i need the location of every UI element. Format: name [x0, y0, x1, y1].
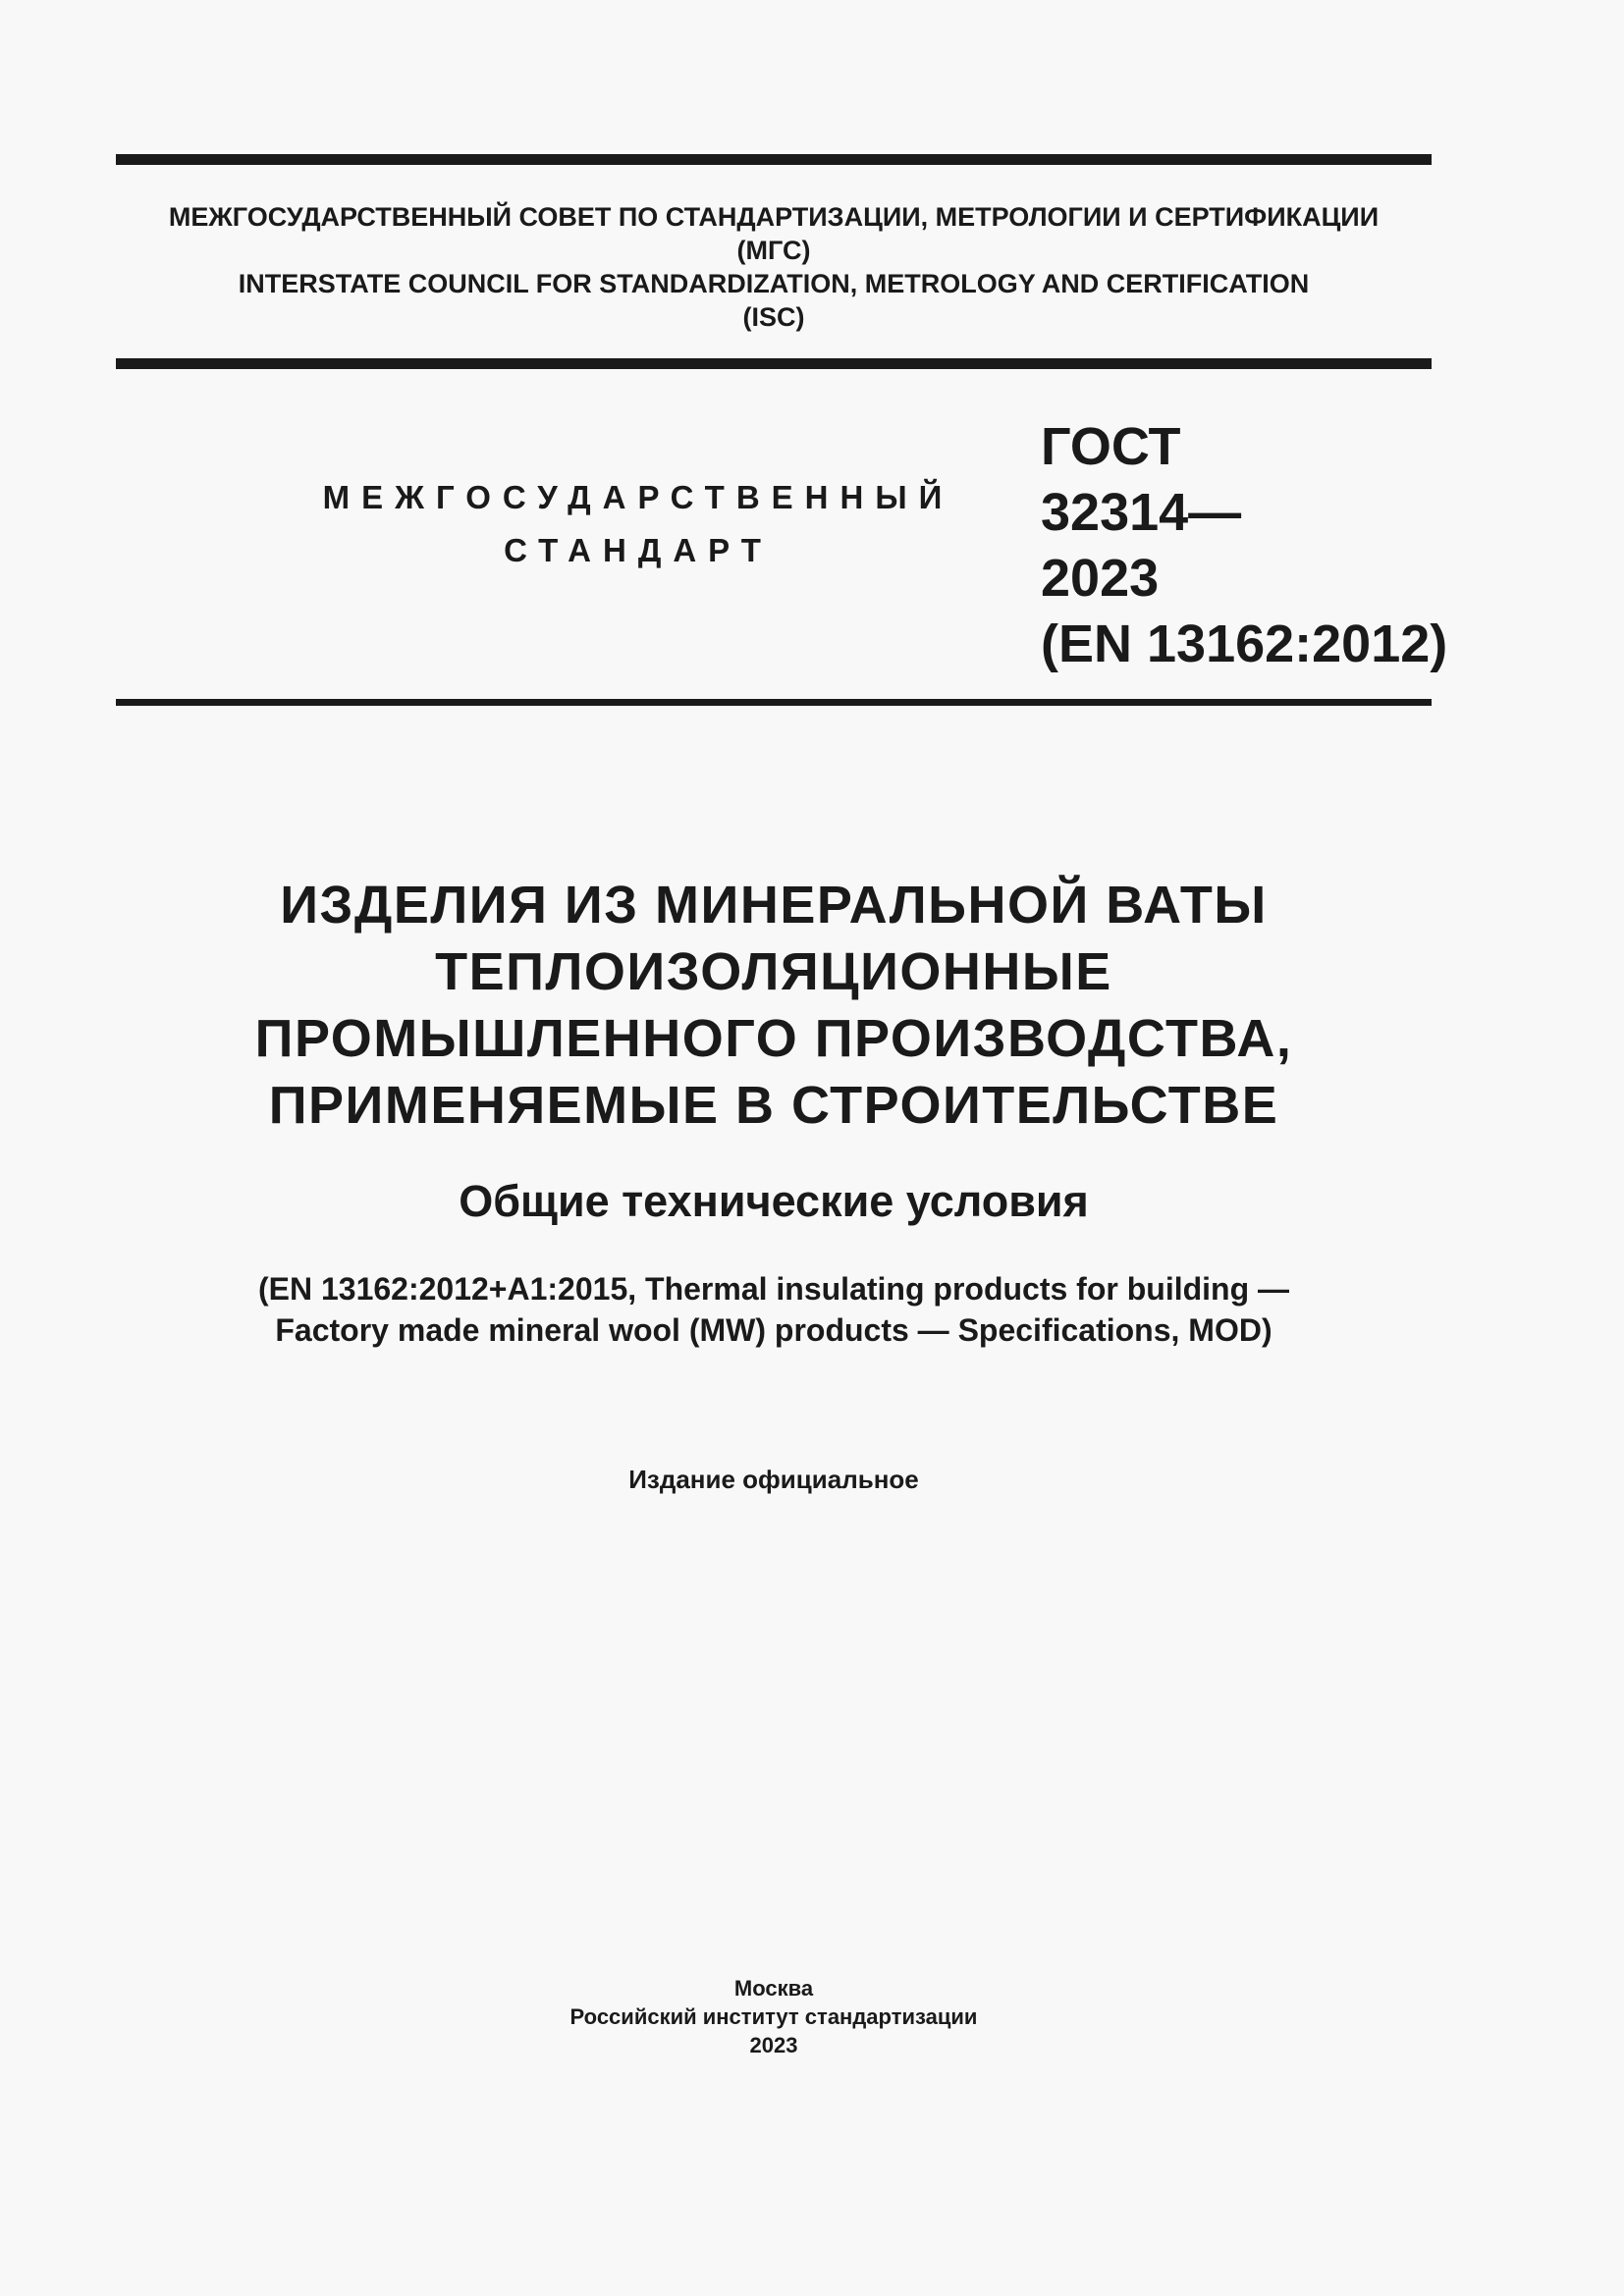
- council-en-name: INTERSTATE COUNCIL FOR STANDARDIZATION, METROLOGY AND CERTIFICATION: [238, 269, 1310, 298]
- council-ru-abbreviation: (МГС): [736, 236, 811, 265]
- source-reference: [116, 1268, 1432, 1351]
- reference-line-1: (EN 13162:2012+A1:2015, Thermal insulating products for building —: [257, 1271, 1290, 1307]
- designation-line-2: 32314—: [1041, 483, 1242, 542]
- document-subtitle: Общие технические условия: [459, 1176, 1089, 1226]
- title-line-1: ИЗДЕЛИЯ ИЗ МИНЕРАЛЬНОЙ ВАТЫ: [280, 876, 1268, 934]
- designation-line-1: ГОСТ: [1041, 417, 1181, 476]
- title-line-2: ТЕПЛОИЗОЛЯЦИОННЫЕ: [435, 942, 1112, 1001]
- imprint: [116, 1974, 1432, 2059]
- imprint-city: Москва: [733, 1976, 814, 2001]
- reference-line-2: Factory made mineral wool (MW) products — Specifications, MOD): [275, 1312, 1272, 1348]
- council-en-abbreviation: (ISC): [742, 302, 805, 332]
- standard-kind-line-2: СТАНДАРТ: [504, 532, 773, 568]
- document-title: [116, 872, 1432, 1139]
- edition-label: Издание официальное: [628, 1465, 919, 1494]
- top-rule: [116, 154, 1432, 165]
- standard-kind: [295, 471, 982, 577]
- council-header: [116, 200, 1432, 334]
- designation-line-3: 2023: [1041, 549, 1160, 608]
- imprint-publisher: Российский институт стандартизации: [569, 2004, 978, 2029]
- council-ru-name: МЕЖГОСУДАРСТВЕННЫЙ СОВЕТ ПО СТАНДАРТИЗАЦИИ, МЕТРОЛОГИИ И СЕРТИФИКАЦИИ: [168, 202, 1380, 232]
- middle-rule: [116, 358, 1432, 369]
- imprint-year: 2023: [749, 2033, 798, 2057]
- standard-kind-line-1: МЕЖГОСУДАРСТВЕННЫЙ: [322, 479, 954, 515]
- title-line-3: ПРОМЫШЛЕННОГО ПРОИЗВОДСТВА,: [254, 1009, 1293, 1068]
- designation-line-4: (EN 13162:2012): [1041, 614, 1448, 673]
- standard-designation: [1041, 414, 1447, 677]
- title-line-4: ПРИМЕНЯЕМЫЕ В СТРОИТЕЛЬСТВЕ: [268, 1076, 1279, 1135]
- bottom-rule: [116, 699, 1432, 706]
